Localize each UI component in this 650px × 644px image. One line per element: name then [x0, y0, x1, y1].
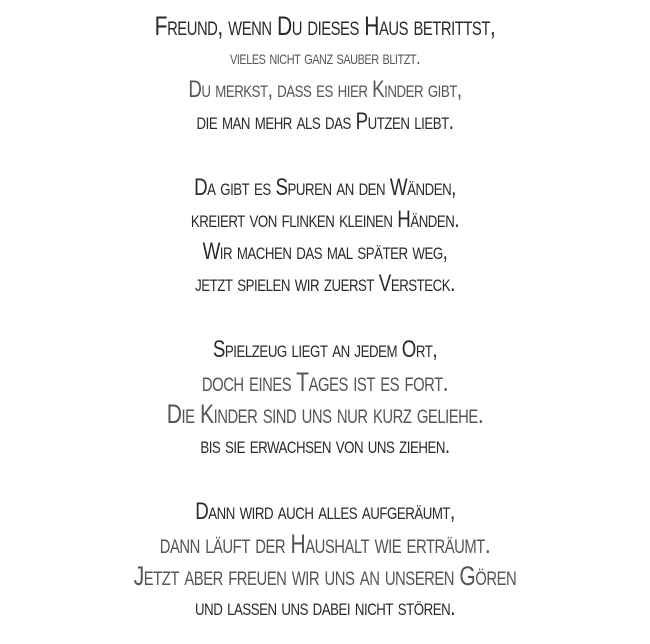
poem-line: Jetzt aber freuen wir uns an unseren Gören	[133, 561, 517, 591]
poem-line: Wir machen das mal später weg,	[202, 238, 448, 265]
poem-line: Da gibt es Spuren an den Wänden,	[194, 174, 456, 201]
poem-line: bis sie erwachsen von uns ziehen.	[200, 432, 450, 459]
poem-line: kreiert von flinken kleinen Händen.	[190, 206, 460, 233]
poem-line: dann läuft der Haushalt wie erträumt.	[159, 529, 491, 559]
poem-line: Die Kinder sind uns nur kurz geliehe.	[166, 399, 484, 429]
poem-line: und lassen uns dabei nicht stören.	[195, 594, 455, 621]
stanza-2	[0, 172, 650, 300]
poem-line: vieles nicht ganz sauber blitzt.	[230, 47, 420, 69]
poem-line: doch eines Tages ist es fort.	[201, 367, 449, 397]
stanza-3	[0, 334, 650, 462]
poem-line: Du merkst, dass es hier Kinder gibt,	[188, 76, 462, 103]
poem-line: die man mehr als das Putzen liebt.	[196, 108, 454, 135]
poem	[0, 10, 650, 624]
poem-line: Dann wird auch alles aufgeräumt,	[195, 498, 455, 525]
poem-line: jetzt spielen wir zuerst Versteck.	[195, 270, 455, 297]
poem-line: Spielzeug liegt an jedem Ort,	[212, 336, 438, 363]
stanza-1	[0, 10, 650, 138]
stanza-4	[0, 496, 650, 624]
poem-line: Freund, wenn Du dieses Haus betrittst,	[154, 11, 496, 41]
